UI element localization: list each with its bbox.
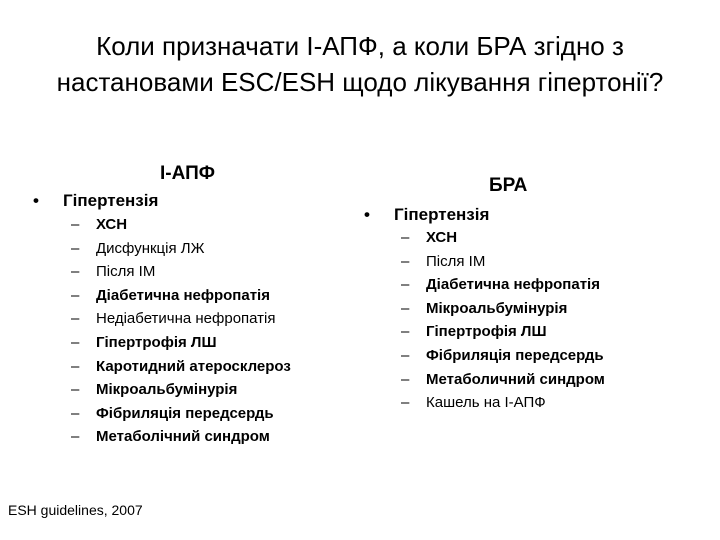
bullet-icon: •: [33, 191, 39, 210]
right-bullet-label: Гіпертензія: [394, 205, 490, 224]
left-bullet-label: Гіпертензія: [63, 191, 159, 210]
dash-icon: –: [71, 310, 80, 328]
bullet-icon: •: [364, 205, 370, 224]
list-item: – ХСН: [401, 226, 605, 250]
list-item: – Гіпертрофія ЛШ: [401, 320, 605, 344]
dash-icon: –: [71, 239, 80, 257]
list-item: – Фібриляція передсердь: [71, 402, 291, 426]
list-item: – Діабетична нефропатія: [71, 284, 291, 308]
list-item: – Кашель на І-АПФ: [401, 391, 605, 415]
list-item: – Метаболичний синдром: [401, 368, 605, 392]
list-item: – Каротидний атеросклероз: [71, 355, 291, 379]
list-item: – Діабетична нефропатія: [401, 273, 605, 297]
right-bullet: [364, 205, 489, 225]
dash-icon: –: [71, 263, 80, 281]
list-item: – Мікроальбумінурія: [401, 297, 605, 321]
dash-icon: –: [401, 252, 410, 270]
dash-icon: –: [401, 346, 410, 364]
list-item: – Гіпертрофія ЛШ: [71, 331, 291, 355]
dash-icon: –: [71, 216, 80, 233]
dash-icon: –: [401, 370, 410, 388]
list-item: – Після ІМ: [71, 260, 291, 284]
dash-icon: –: [401, 276, 410, 294]
title-line-1: Коли призначати І-АПФ, а коли БРА згідно з: [96, 31, 624, 61]
right-indications-list: [401, 226, 605, 415]
right-column-heading: БРА: [489, 175, 528, 196]
dash-icon: –: [71, 333, 80, 351]
dash-icon: –: [401, 229, 410, 246]
dash-icon: –: [71, 286, 80, 304]
dash-icon: –: [401, 394, 410, 412]
dash-icon: –: [71, 357, 80, 375]
list-item: – ХСН: [71, 213, 291, 237]
list-item: – Дисфункція ЛЖ: [71, 237, 291, 261]
dash-icon: –: [401, 299, 410, 317]
dash-icon: –: [71, 404, 80, 422]
left-indications-list: [71, 213, 291, 449]
source-footnote: ESH guidelines, 2007: [8, 502, 143, 518]
dash-icon: –: [71, 381, 80, 399]
title-line-2: настановами ESC/ESH щодо лікування гіпертонії?: [56, 67, 664, 97]
list-item: – Фібриляція передсердь: [401, 344, 605, 368]
list-item: – Мікроальбумінурія: [71, 378, 291, 402]
dash-icon: –: [401, 323, 410, 341]
left-bullet: [33, 191, 158, 211]
slide-title: [20, 28, 700, 100]
list-item: – Після ІМ: [401, 250, 605, 274]
left-column-heading: І-АПФ: [160, 163, 215, 184]
dash-icon: –: [71, 428, 80, 446]
list-item: – Метаболічний синдром: [71, 425, 291, 449]
list-item: – Недіабетична нефропатія: [71, 307, 291, 331]
